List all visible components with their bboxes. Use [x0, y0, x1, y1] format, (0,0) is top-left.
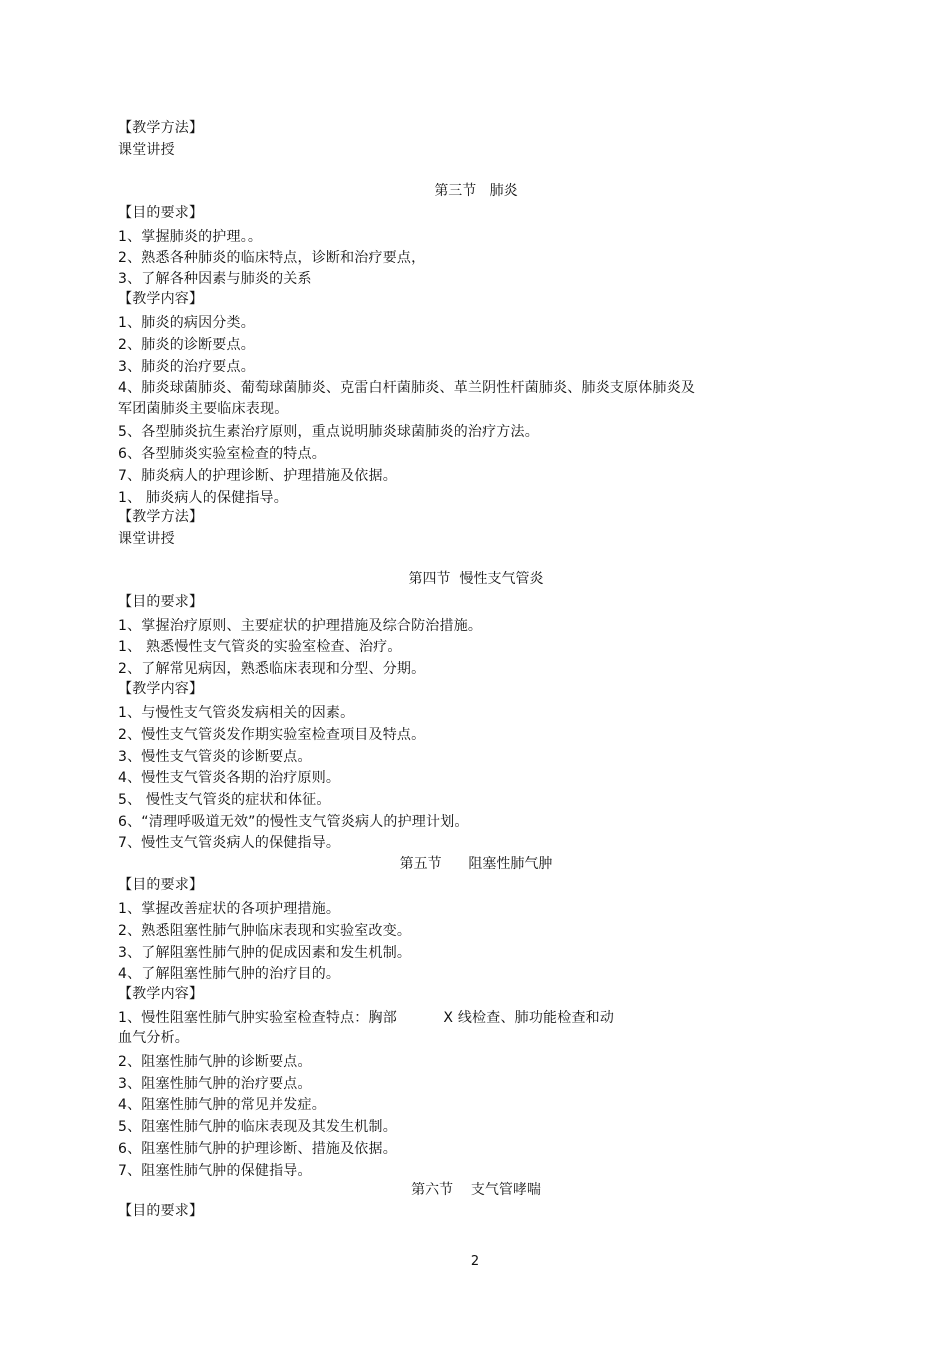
list-item: 3、了解阻塞性肺气肿的促成因素和发生机制。	[118, 945, 412, 961]
list-item: 4、了解阻塞性肺气肿的治疗目的。	[118, 966, 341, 982]
list-item: 1、与慢性支气管炎发病相关的因素。	[118, 705, 355, 721]
section-label: 【目的要求】	[118, 877, 204, 893]
list-item: 2、肺炎的诊断要点。	[118, 337, 255, 353]
list-item: 2、熟悉阻塞性肺气肿临床表现和实验室改变。	[118, 923, 412, 939]
section-label: 【教学方法】	[118, 120, 204, 136]
list-item: 1、 肺炎病人的保健指导。	[118, 490, 288, 506]
section-label: 【目的要求】	[118, 1203, 204, 1219]
list-item: 2、熟悉各种肺炎的临床特点，诊断和治疗要点，	[118, 250, 426, 266]
list-item: 军团菌肺炎主要临床表现。	[118, 401, 289, 417]
list-item: 2、阻塞性肺气肿的诊断要点。	[118, 1054, 312, 1070]
list-item: 6、“清理呼吸道无效”的慢性支气管炎病人的护理计划。	[118, 814, 469, 830]
list-item: 1、肺炎的病因分类。	[118, 315, 255, 331]
list-item: 1、掌握改善症状的各项护理措施。	[118, 901, 341, 917]
list-item: 5、各型肺炎抗生素治疗原则，重点说明肺炎球菌肺炎的治疗方法。	[118, 424, 539, 440]
list-item: 血气分析。	[118, 1030, 189, 1046]
list-item: 5、阻塞性肺气肿的临床表现及其发生机制。	[118, 1119, 397, 1135]
section-label: 【教学内容】	[118, 681, 204, 697]
section-label: 【目的要求】	[118, 594, 204, 610]
page-number: 2	[470, 1254, 480, 1269]
list-item: 3、肺炎的治疗要点。	[118, 359, 255, 375]
list-item: 3、阻塞性肺气肿的治疗要点。	[118, 1076, 312, 1092]
section-title: 第五节 阻塞性肺气肿	[399, 856, 553, 872]
section-title: 第六节 支气管哮喘	[411, 1182, 541, 1198]
list-item: 6、阻塞性肺气肿的护理诊断、措施及依据。	[118, 1141, 397, 1157]
paragraph: 课堂讲授	[118, 531, 175, 547]
list-item: 6、各型肺炎实验室检查的特点。	[118, 446, 326, 462]
list-item: 5、 慢性支气管炎的症状和体征。	[118, 792, 331, 808]
list-item: 1、慢性阻塞性肺气肿实验室检查特点：胸部 X 线检查、肺功能检查和动	[118, 1010, 615, 1026]
paragraph: 课堂讲授	[118, 142, 175, 158]
section-title: 第三节 肺炎	[434, 183, 518, 199]
list-item: 1、掌握治疗原则、主要症状的护理措施及综合防治措施。	[118, 618, 483, 634]
section-label: 【目的要求】	[118, 205, 204, 221]
section-label: 【教学内容】	[118, 291, 204, 307]
list-item: 7、阻塞性肺气肿的保健指导。	[118, 1163, 312, 1179]
list-item: 3、慢性支气管炎的诊断要点。	[118, 749, 312, 765]
section-label: 【教学方法】	[118, 509, 204, 525]
list-item: 1、掌握肺炎的护理。。	[118, 229, 263, 245]
list-item: 4、肺炎球菌肺炎、葡萄球菌肺炎、克雷白杆菌肺炎、革兰阴性杆菌肺炎、肺炎支原体肺炎及	[118, 380, 696, 396]
list-item: 7、肺炎病人的护理诊断、护理措施及依据。	[118, 468, 397, 484]
list-item: 1、 熟悉慢性支气管炎的实验室检查、治疗。	[118, 639, 402, 655]
list-item: 7、慢性支气管炎病人的保健指导。	[118, 835, 341, 851]
list-item: 4、慢性支气管炎各期的治疗原则。	[118, 770, 341, 786]
section-title: 第四节 慢性支气管炎	[408, 571, 544, 587]
list-item: 4、阻塞性肺气肿的常见并发症。	[118, 1097, 326, 1113]
section-label: 【教学内容】	[118, 986, 204, 1002]
list-item: 3、了解各种因素与肺炎的关系	[118, 271, 312, 287]
list-item: 2、了解常见病因，熟悉临床表现和分型、分期。	[118, 661, 426, 677]
list-item: 2、慢性支气管炎发作期实验室检查项目及特点。	[118, 727, 426, 743]
